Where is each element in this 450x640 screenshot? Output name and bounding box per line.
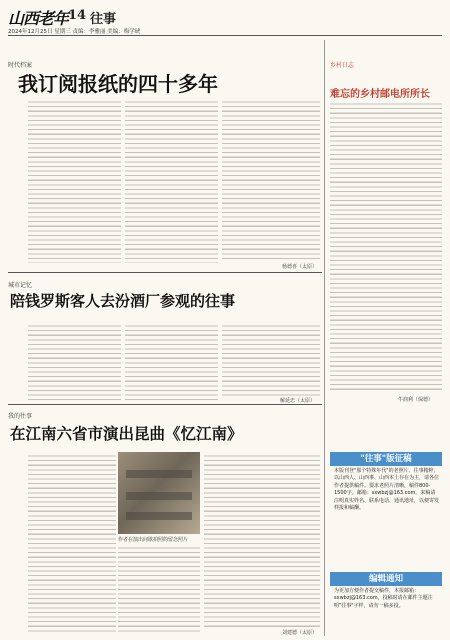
article-2-col-1 bbox=[28, 322, 121, 400]
article-2-col-3 bbox=[222, 322, 320, 396]
article-3-col-2 bbox=[118, 544, 200, 632]
headline-article-3: 在江南六省市演出昆曲《忆江南》 bbox=[10, 425, 243, 443]
article-1-col-1 bbox=[28, 98, 121, 263]
call-for-submissions-text: 本版刊登"那个特殊年代"的老照片、往事精粹，以山西人、山西事、山西本土存在为主，请各位作者提供稿件。要求老照片清晰，稿件800-1500字。邮箱：sxwbzj@163.com。来稿请注明真实姓名、联系电话、通讯地址，以便寄发样报和稿酬。 bbox=[334, 468, 440, 512]
article-2-col-2 bbox=[125, 322, 218, 400]
header-rule bbox=[8, 35, 442, 36]
right-article-text bbox=[330, 100, 442, 393]
dateline: 2024年12月25日 星期三 责编：李雅丽 美编：梅学琥 bbox=[8, 29, 141, 35]
article-3-byline: 刘建德（太原） bbox=[282, 630, 318, 636]
call-for-submissions-title: "往事"版征稿 bbox=[330, 452, 442, 466]
kicker-city: 城市记忆 bbox=[8, 282, 33, 289]
kicker-village: 乡村日志 bbox=[330, 62, 355, 69]
article-1-col-3 bbox=[222, 98, 320, 260]
editor-notice-title: 编辑通知 bbox=[330, 572, 442, 586]
photo-caption: 作者在演出间歇拍照的留念照片 bbox=[118, 537, 189, 543]
kicker-archive: 时代档案 bbox=[8, 62, 33, 69]
headline-right: 难忘的乡村邮电所所长 bbox=[330, 89, 430, 100]
headline-article-1: 我订阅报纸的四十多年 bbox=[18, 72, 218, 96]
editor-notice-text: 为更加方便作者提交稿件，本报邮箱：sxwbzj@163.com，投稿时请在邮件主题注明"往事"字样，请勿一稿多投。 bbox=[334, 588, 433, 609]
section-title: 往事 bbox=[90, 12, 117, 27]
article-1-byline: 杨德喜（太原） bbox=[282, 264, 318, 270]
section-rule-2 bbox=[8, 404, 322, 405]
right-article-byline: 牛润利（保德） bbox=[398, 397, 434, 403]
column-divider bbox=[324, 40, 325, 636]
performance-photo bbox=[118, 452, 200, 534]
headline-article-2: 陪钱罗斯客人去汾酒厂参观的往事 bbox=[10, 292, 236, 310]
article-1-col-2 bbox=[125, 98, 218, 263]
masthead bbox=[8, 6, 442, 28]
kicker-story: 我的往事 bbox=[8, 413, 33, 420]
newspaper-logo: 山西老年 bbox=[8, 9, 69, 28]
article-3-col-1 bbox=[28, 452, 116, 632]
article-3-col-3 bbox=[204, 452, 320, 628]
section-rule-1 bbox=[8, 272, 322, 273]
page-number: 14 bbox=[68, 8, 87, 23]
article-2-byline: 解延忠（太原） bbox=[280, 398, 316, 404]
